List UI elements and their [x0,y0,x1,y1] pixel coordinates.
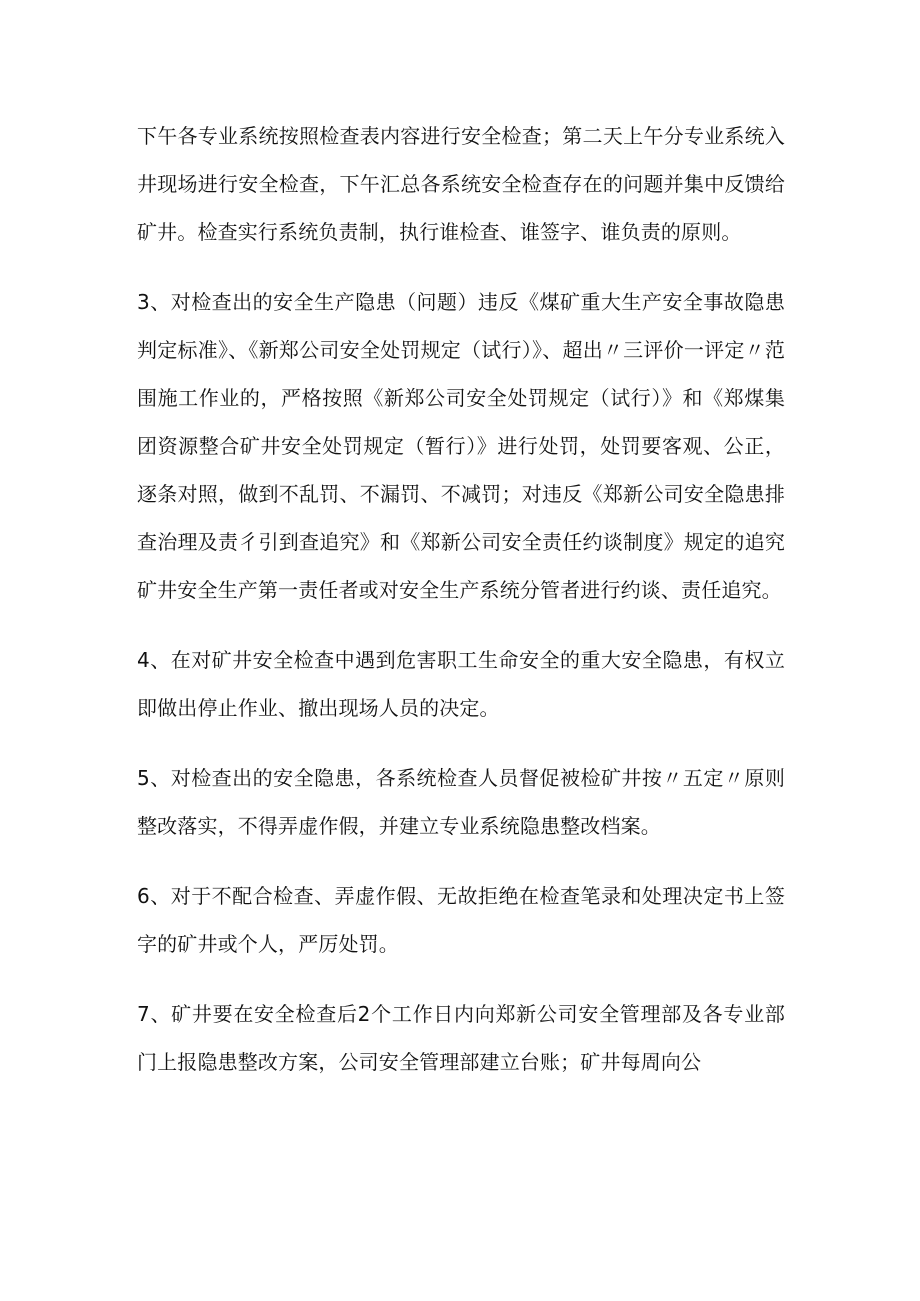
paragraph-item-7: 7、矿井要在安全检查后2个工作日内向郑新公司安全管理部及各专业部门上报隐患整改方案，公司安全管理部建立台账；矿井每周向公 [137,1002,785,1074]
paragraph-item-6: 6、对于不配合检查、弄虚作假、无故拒绝在检查笔录和处理决定书上签字的矿井或个人，严厉处罚。 [137,884,785,956]
paragraph-item-4: 4、在对矿井安全检查中遇到危害职工生命安全的重大安全隐患，有权立即做出停止作业、撤出现场人员的决定。 [137,648,785,720]
paragraph-continuation: 下午各专业系统按照检查表内容进行安全检查；第二天上午分专业系统入井现场进行安全检查，下午汇总各系统安全检查存在的问题并集中反馈给矿井。检查实行系统负责制，执行谁检查、谁签字、谁负责的原则。 [137,124,785,244]
paragraph-item-5: 5、对检查出的安全隐患，各系统检查人员督促被检矿井按〃五定〃原则整改落实，不得弄虚作假，并建立专业系统隐患整改档案。 [137,766,785,838]
paragraph-item-3: 3、对检查出的安全生产隐患（问题）违反《煤矿重大生产安全事故隐患判定标准》、《新郑公司安全处罚规定（试行）》、超出〃三评价一评定〃范围施工作业的，严格按照《新郑公司安全处罚规定（试行）》和《郑煤集团资源整合矿井安全处罚规定（暂行）》进行处罚，处罚要客观、公正，逐条对照，做到不乱罚、不漏罚、不减罚；对违反《郑新公司安全隐患排查治理及责彳引到查追究》和《郑新公司安全责任约谈制度》规定的追究矿井安全生产第一责任者或对安全生产系统分管者进行约谈、责任追究。 [137,290,785,602]
document-body [137,112,785,1108]
